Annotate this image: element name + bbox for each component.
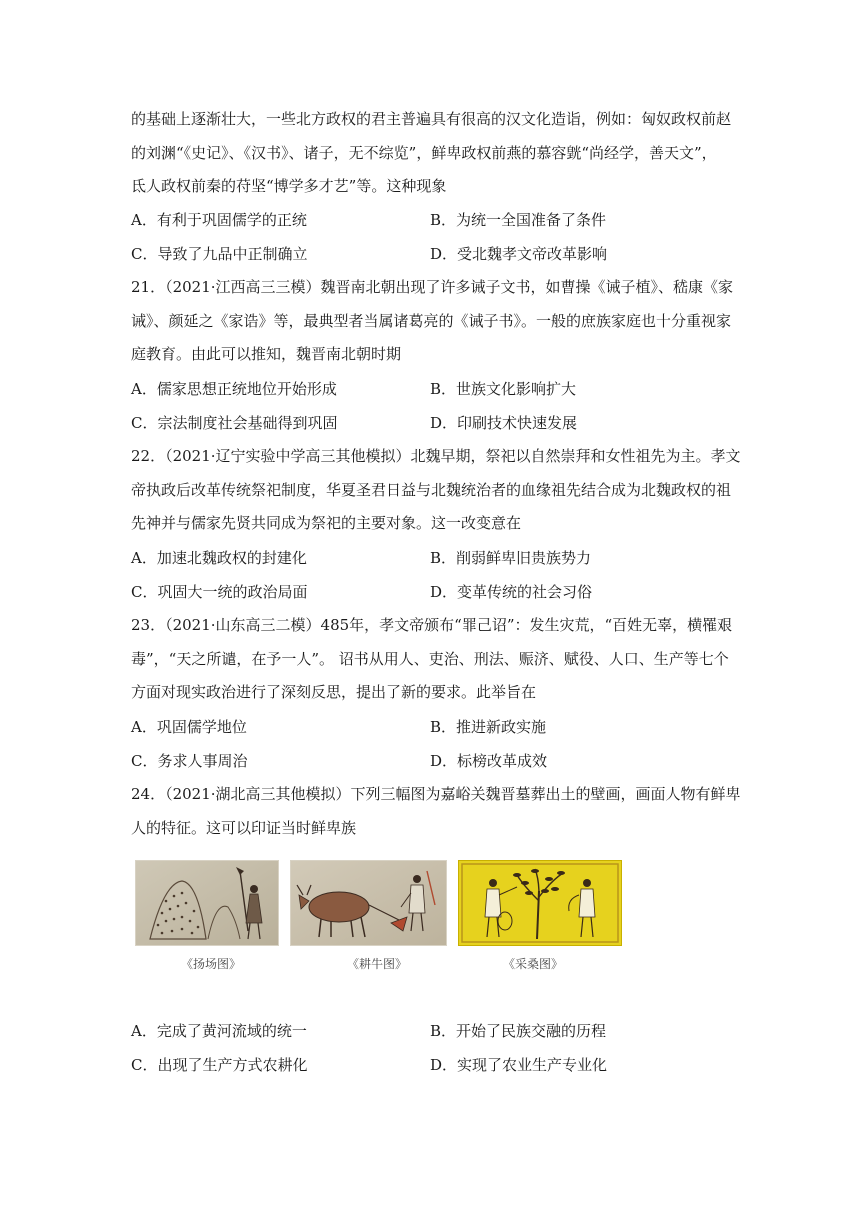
question-23-stem [131,609,731,710]
text-line: 方面对现实政治进行了深刻反思，提出了新的要求。此举旨在 [131,683,537,701]
option-d[interactable]: D．标榜改革成效 [430,751,548,770]
question-23-options [131,711,731,778]
mural-ox-plough-image [290,860,447,946]
text-line: 24．（2021·湖北高三其他模拟）下列三幅图为嘉峪关魏晋墓葬出土的壁画，画面人物有鲜卑 [131,785,741,803]
question-21-stem [131,271,734,372]
question-22-options [131,542,731,609]
figure-caption-winnowing: 《扬场图》 [181,957,242,971]
text-line: 庭教育。由此可以推知，魏晋南北朝时期 [131,345,402,363]
option-b[interactable]: B．开始了民族交融的历程 [430,1022,607,1040]
text-line: 毒”，“天之所谴，在予一人”。 诏书从用人、吏治、刑法、赈济、赋役、人口、生产等七个 [131,649,729,668]
option-a[interactable]: A．完成了黄河流域的统一 [131,1022,307,1040]
figure-caption-ox-plough: 《耕牛图》 [347,957,408,971]
option-d[interactable]: D．变革传统的社会习俗 [430,582,593,601]
text-line: 先神并与儒家先贤共同成为祭祀的主要对象。这一改变意在 [131,514,522,532]
text-line: 氐人政权前秦的苻坚“博学多才艺”等。这种现象 [131,177,447,195]
option-d[interactable]: D．印刷技术快速发展 [430,413,578,432]
option-b[interactable]: B．削弱鲜卑旧贵族势力 [430,549,592,567]
option-c[interactable]: C．宗法制度社会基础得到巩固 [131,413,338,432]
text-line: 22．（2021·辽宁实验中学高三其他模拟）北魏早期，祭祀以自然崇拜和女性祖先为主。孝文 [131,447,741,465]
question-20-stem [131,103,731,204]
text-line: 21．（2021·江西高三三模）魏晋南北朝出现了许多诫子文书，如曹操《诫子植》、嵇康《家 [131,278,734,296]
text-line: 人的特征。这可以印证当时鲜卑族 [131,818,357,837]
option-d[interactable]: D．受北魏孝文帝改革影响 [430,244,608,263]
text-line: 诫》、颜延之《家诰》等，最典型者当属诸葛亮的《诫子书》。一般的庶族家庭也十分重视家 [131,311,732,330]
option-c[interactable]: C．出现了生产方式农耕化 [131,1055,308,1074]
text-line: 的基础上逐渐壮大，一些北方政权的君主普遍具有很高的汉文化造诣，例如：匈奴政权前赵 [131,110,732,128]
question-22-stem [131,440,741,541]
question-21-options [131,373,731,440]
mural-mulberry-image [458,860,622,946]
option-b[interactable]: B．为统一全国准备了条件 [430,211,607,229]
mural-figure [135,860,620,972]
question-20-options [131,204,731,271]
text-line: 帝执政后改革传统祭祀制度，华夏圣君日益与北魏统治者的血缘祖先结合成为北魏政权的祖 [131,480,732,499]
option-a[interactable]: A．巩固儒学地位 [131,718,247,736]
option-b[interactable]: B．推进新政实施 [430,718,547,736]
text-line: 的刘渊“《史记》、《汉书》、诸子，无不综览”，鲜卑政权前燕的慕容皝“尚经学，善天文”， [131,143,717,162]
option-a[interactable]: A．加速北魏政权的封建化 [131,549,307,567]
figure-caption-mulberry: 《采桑图》 [503,957,564,971]
mural-winnowing-image [135,860,279,946]
option-b[interactable]: B．世族文化影响扩大 [430,380,577,398]
text-line: 23．（2021·山东高三二模）485年，孝文帝颁布“罪己诏”：发生灾荒，“百姓无辜，横罹艰 [131,616,733,634]
question-24-options [131,1015,731,1082]
option-c[interactable]: C．导致了九品中正制确立 [131,244,308,263]
option-c[interactable]: C．务求人事周治 [131,751,248,770]
option-a[interactable]: A．有利于巩固儒学的正统 [131,211,307,229]
option-c[interactable]: C．巩固大一统的政治局面 [131,582,308,601]
option-a[interactable]: A．儒家思想正统地位开始形成 [131,380,337,398]
option-d[interactable]: D．实现了农业生产专业化 [430,1055,608,1074]
question-24-stem [131,778,741,845]
